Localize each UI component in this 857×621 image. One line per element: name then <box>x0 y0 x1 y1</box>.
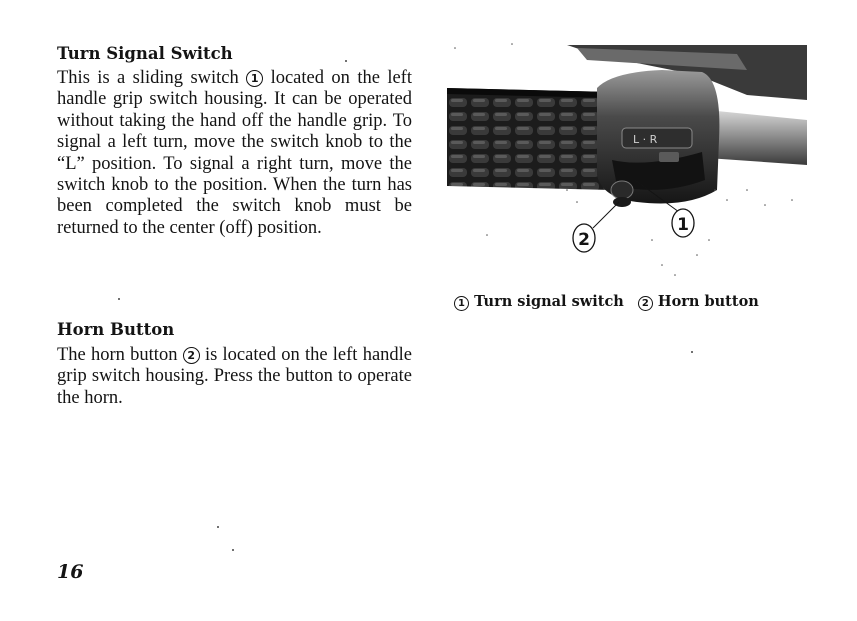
ref-marker-1: 1 <box>246 70 263 87</box>
turn-signal-text-end: located on the left handle grip switch housing. It can be operated without taking the hand off the handle grip. To signal a left turn, move the switch knob to the “L” position. To signal a right turn, move the switch knob to the position. When the turn has been completed the switch knob must be returned to the center (off) position. <box>57 68 412 238</box>
scan-speck <box>691 351 693 353</box>
scan-speck <box>217 526 219 528</box>
ref-marker-2: 2 <box>183 347 200 364</box>
handle-grip <box>447 88 612 190</box>
turn-signal-heading: Turn Signal Switch <box>57 44 233 63</box>
caption-horn-button: Horn button <box>657 293 759 310</box>
horn-button-heading: Horn Button <box>57 320 175 339</box>
figure-caption <box>454 293 759 311</box>
page-number: 16 <box>57 561 84 583</box>
switch-lr-label: L · R <box>633 133 658 146</box>
caption-marker-1: 1 <box>454 296 469 311</box>
horn-text-end: is located on the left handle grip switch housing. Press the button to operate the horn. <box>57 345 412 408</box>
horn-button-shape <box>611 181 633 199</box>
scan-speck <box>345 60 347 62</box>
scan-speck <box>118 298 120 300</box>
caption-marker-2: 2 <box>638 296 653 311</box>
horn-text-start: The horn button <box>57 345 183 365</box>
turn-signal-knob <box>659 152 679 162</box>
scan-speck <box>232 549 234 551</box>
handlebar-switch-photo <box>447 40 807 290</box>
callout-1-number: 1 <box>677 215 689 235</box>
turn-signal-text-start: This is a sliding switch <box>57 68 247 88</box>
callout-2-number: 2 <box>578 230 590 250</box>
turn-signal-paragraph <box>57 68 412 239</box>
horn-button-paragraph <box>57 345 412 409</box>
caption-turn-signal-switch: Turn signal switch <box>474 293 624 310</box>
